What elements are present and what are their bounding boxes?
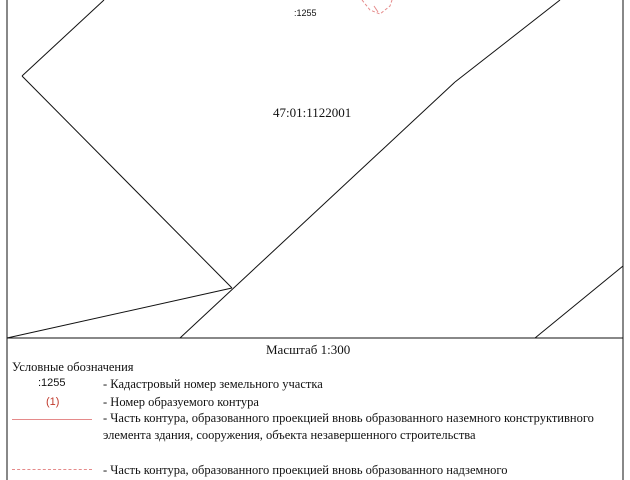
- cadastral-quarter-label: 47:01:1122001: [273, 105, 352, 120]
- dashed-line-swatch: [12, 469, 92, 470]
- boundary-line: [535, 266, 623, 338]
- legend-text: - Часть контура, образованного проекцией вновь образованного надземного: [103, 463, 508, 477]
- boundary-line: [22, 0, 104, 76]
- legend-title: Условные обозначения: [12, 360, 134, 374]
- scale-caption: Масштаб 1:300: [266, 342, 351, 357]
- legend-text: - Часть контура, образованного проекцией вновь образованного наземного конструктивного элемента здания, сооружения, объекта незавершенного строительства: [103, 411, 594, 442]
- boundary-line: [22, 76, 232, 288]
- boundary-line: [455, 0, 560, 82]
- building-contour: [362, 0, 392, 14]
- legend-text: - Номер образуемого контура: [103, 395, 259, 409]
- boundary-line: [7, 288, 232, 338]
- legend-key: (1): [46, 396, 60, 408]
- building-contour: [374, 6, 378, 12]
- legend-key: :1255: [38, 377, 66, 389]
- map-frame: [7, 0, 623, 338]
- solid-line-swatch: [12, 419, 92, 420]
- legend-text: - Кадастровый номер земельного участка: [103, 377, 323, 391]
- plot-number-label: :1255: [294, 8, 317, 18]
